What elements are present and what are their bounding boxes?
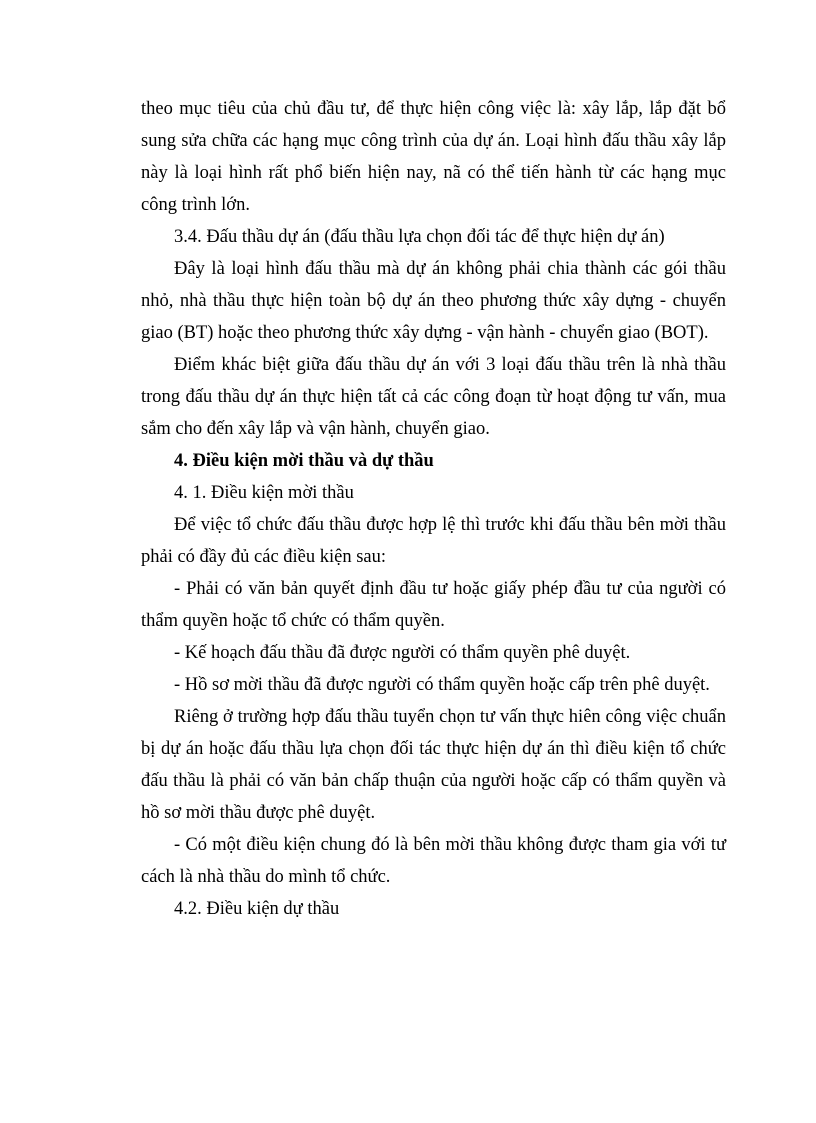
document-body — [141, 93, 726, 925]
list-item-bidding-documents: - Hồ sơ mời thầu đã được người có thẩm quyền hoặc cấp trên phê duyệt. — [174, 675, 710, 695]
paragraph-conditions-intro: Để việc tổ chức đấu thầu được hợp lệ thì trước khi đấu thầu bên mời thầu phải có đầy đủ các điều kiện sau: — [141, 515, 726, 567]
paragraph-continuation: theo mục tiêu của chủ đầu tư, để thực hiện công việc là: xây lắp, lắp đặt bổ sung sửa chữa các hạng mục công trình của dự án. Loại hình đấu thầu xây lắp này là loại hình rất phổ biến hiện nay, nã có thể tiến hành từ các hạng mục công trình lớn. — [141, 99, 726, 215]
subheading-3-4: 3.4. Đấu thầu dự án (đấu thầu lựa chọn đối tác để thực hiện dự án) — [174, 227, 665, 247]
subheading-4-2: 4.2. Điều kiện dự thầu — [174, 899, 340, 919]
subheading-4-1: 4. 1. Điều kiện mời thầu — [174, 483, 354, 503]
list-item-general-condition: - Có một điều kiện chung đó là bên mời thầu không được tham gia với tư cách là nhà thầu do mình tổ chức. — [141, 835, 726, 887]
list-item-bidding-plan: - Kế hoạch đấu thầu đã được người có thẩm quyền phê duyệt. — [174, 643, 631, 663]
paragraph-difference: Điểm khác biệt giữa đấu thầu dự án với 3 loại đấu thầu trên là nhà thầu trong đấu thầu dự án thực hiện tất cả các công đoạn từ hoạt động tư vấn, mua sắm cho đến xây lắp và vận hành, chuyển giao. — [141, 355, 726, 439]
paragraph-project-bidding: Đây là loại hình đấu thầu mà dự án không phải chia thành các gói thầu nhỏ, nhà thầu thực hiện toàn bộ dự án theo phương thức xây dựng - chuyển giao (BT) hoặc theo phương thức xây dựng - vận hành - chuyển giao (BOT). — [141, 259, 726, 343]
list-item-investment-decision: - Phải có văn bản quyết định đầu tư hoặc giấy phép đầu tư của người có thẩm quyền hoặc tổ chức có thẩm quyền. — [141, 579, 726, 631]
paragraph-special-case: Riêng ở trường hợp đấu thầu tuyển chọn tư vấn thực hiên công việc chuẩn bị dự án hoặc đấu thầu lựa chọn đối tác thực hiện dự án thì điều kiện tổ chức đấu thầu là phải có văn bản chấp thuận của người hoặc cấp có thẩm quyền và hồ sơ mời thầu được phê duyệt. — [141, 707, 726, 823]
section-heading-4: 4. Điều kiện mời thầu và dự thầu — [174, 451, 434, 471]
